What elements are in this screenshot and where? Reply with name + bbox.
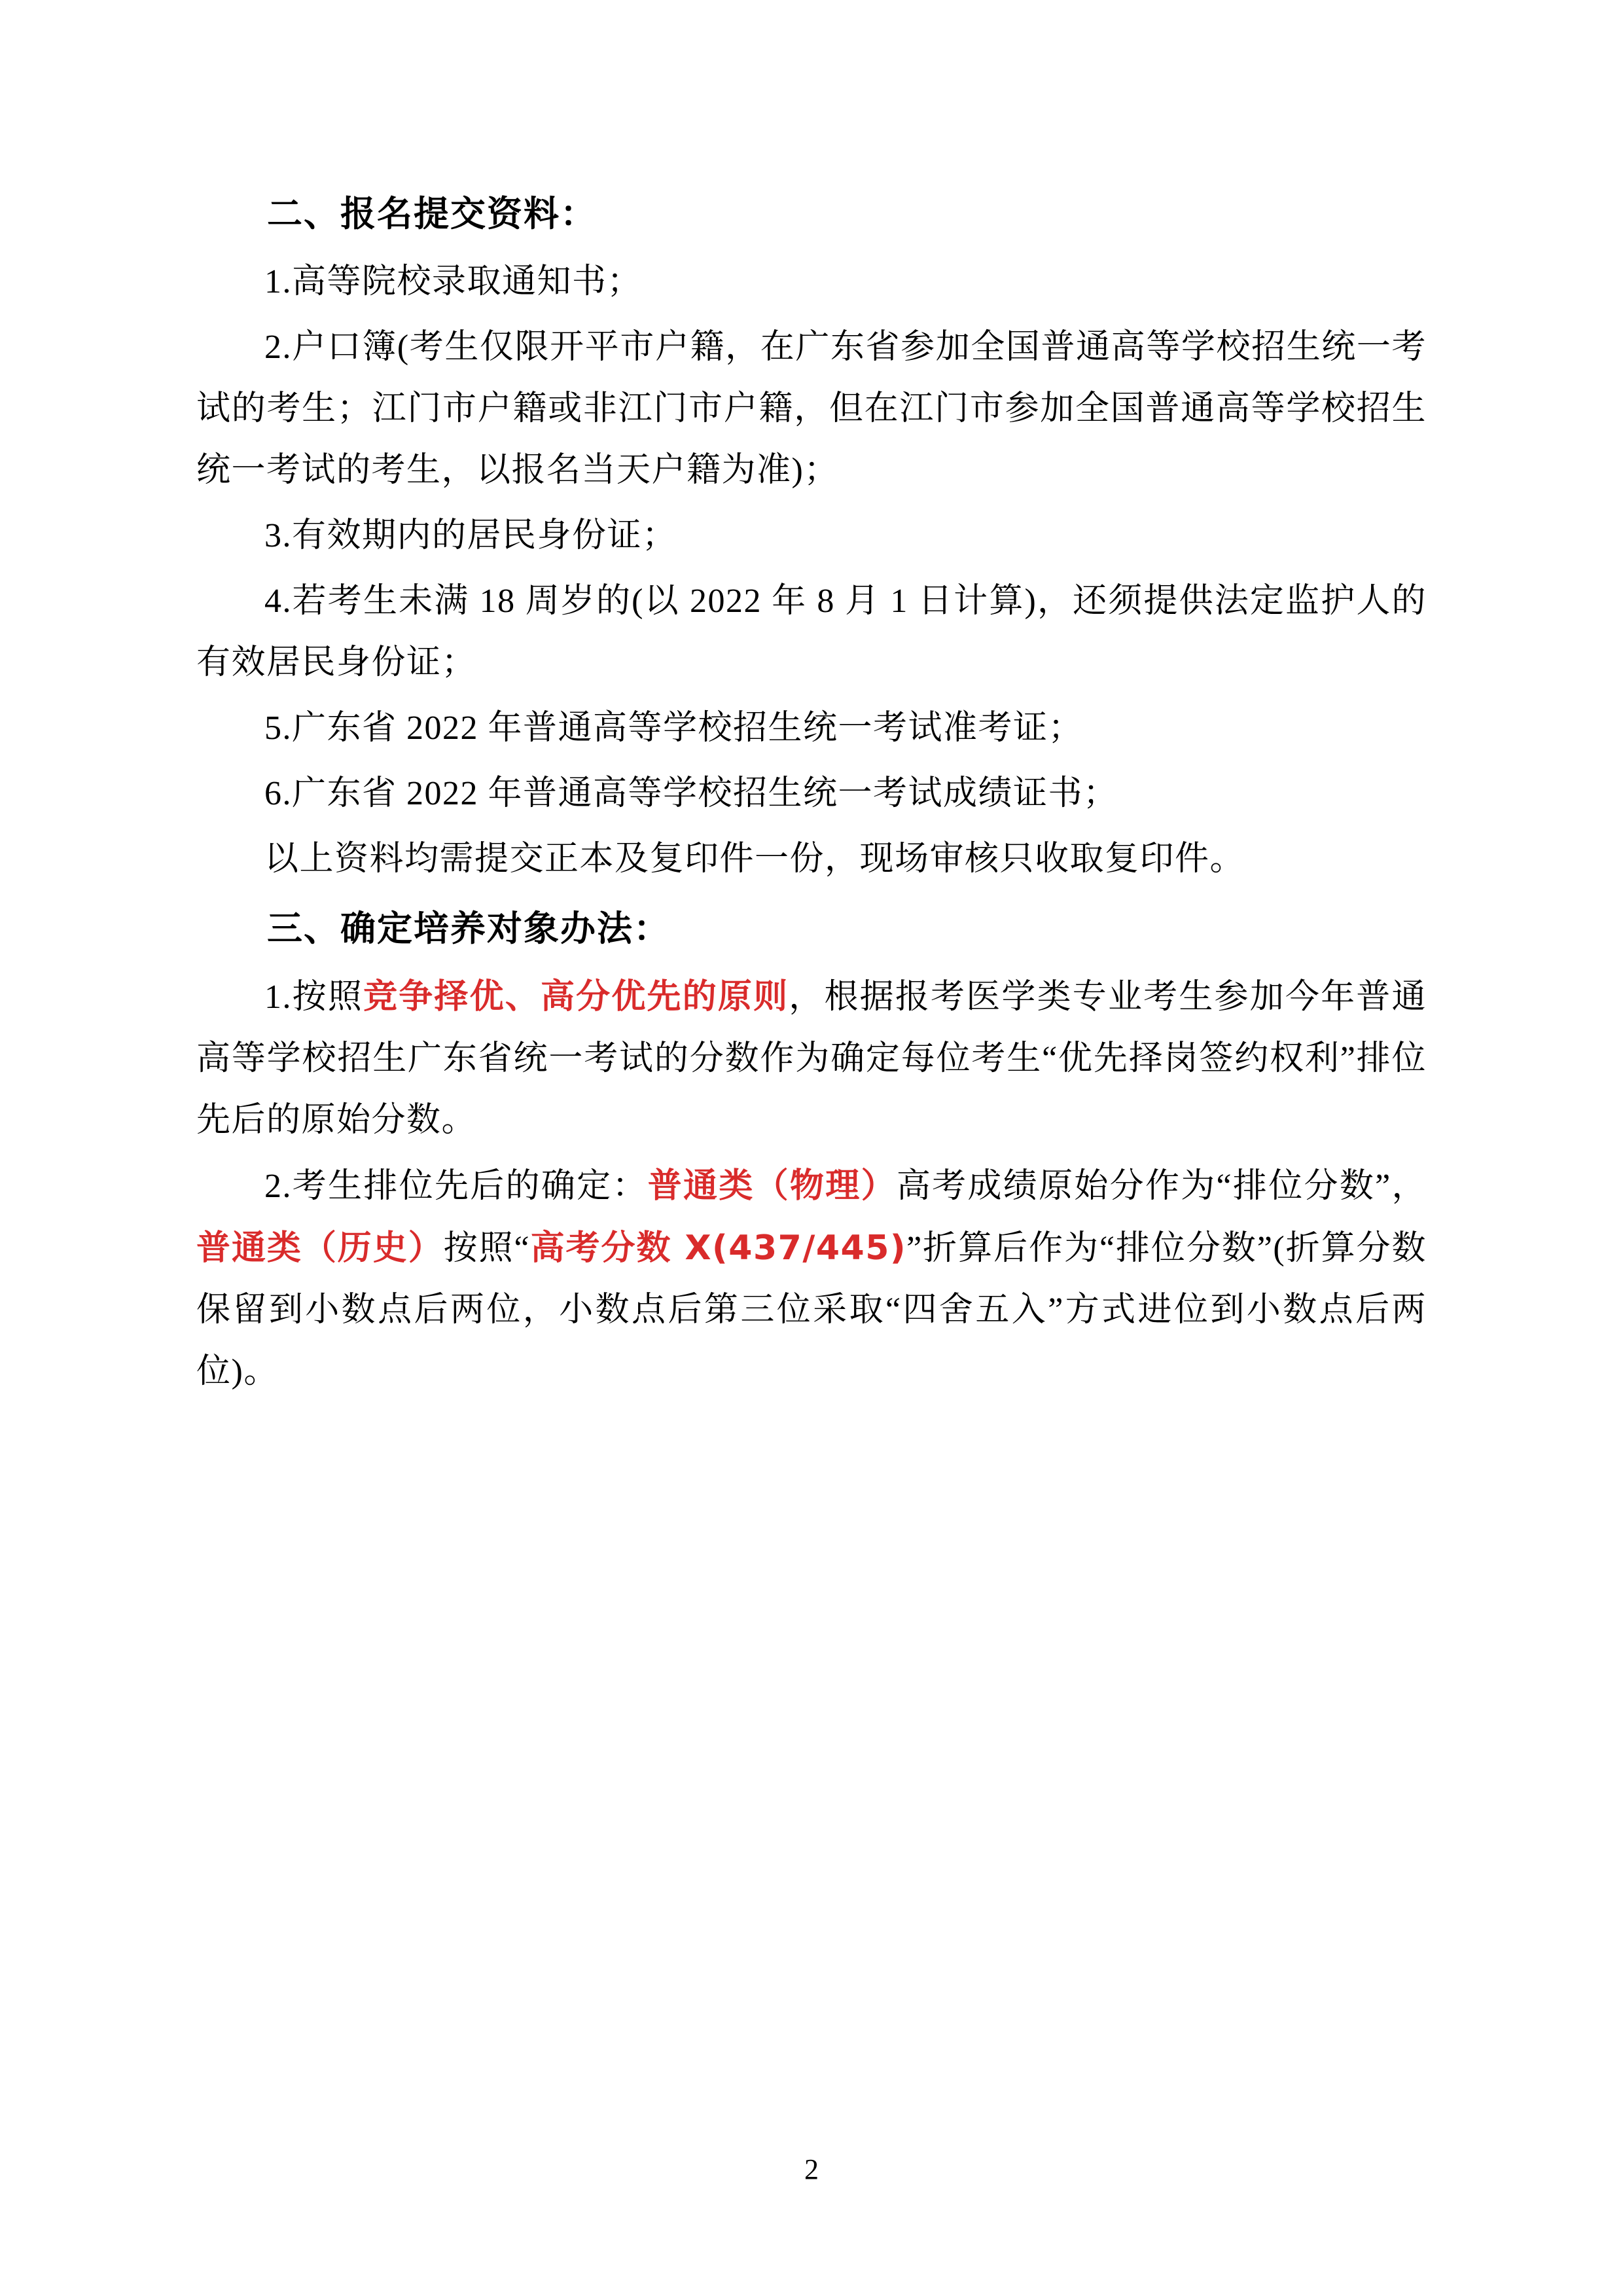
rule-2-rest: ”折算后作为“排位分数”(折算分数保留到小数点后两位，小数点后第三位采取“四舍五入”方式进位到小数点后两位)。 (196, 1230, 1427, 1390)
paragraph-material-1: 1.高等院校录取通知书； (264, 263, 643, 300)
paragraph-material-5: 5.广东省 2022 年普通高等学校招生统一考试准考证； (264, 709, 1084, 747)
rule-1-highlight-principle: 竞争择优、高分优先的原则 (363, 977, 789, 1016)
page-content (196, 193, 1427, 1403)
paragraph-material-6: 6.广东省 2022 年普通高等学校招生统一考试成绩证书； (264, 775, 1118, 812)
paragraph-rule-1 (196, 966, 1427, 1151)
rule-1-rest: ，根据报考医学类专业考生参加今年普通高等学校招生广东省统一考试的分数作为确定每位考生“优先择岗签约权利”排位先后的原始分数。 (196, 978, 1427, 1139)
section-heading-three: 三、确定培养对象办法： (267, 908, 670, 949)
section-heading-two: 二、报名提交资料： (267, 193, 597, 234)
paragraph-material-3: 3.有效期内的居民身份证； (264, 517, 677, 554)
paragraph-material-4: 4.若考生未满 18 周岁的(以 2022 年 8 月 1 日计算)，还须提供法定监护人的有效居民身份证； (196, 583, 1427, 681)
paragraph-rule-2 (196, 1155, 1427, 1403)
page-number: 2 (804, 2153, 819, 2185)
rule-2-mid-1: 高考成绩原始分作为“排位分数”， (896, 1168, 1427, 1205)
rule-1-prefix: 1.按照 (264, 978, 364, 1016)
rule-2-mid-2: 按照“ (443, 1230, 531, 1267)
rule-2-highlight-history: 普通类（历史） (196, 1229, 444, 1268)
paragraph-material-note: 以上资料均需提交正本及复印件一份，现场审核只收取复印件。 (264, 840, 1245, 878)
rule-2-prefix: 2.考生排位先后的确定： (264, 1168, 648, 1205)
paragraph-material-2: 2.户口簿(考生仅限开平市户籍，在广东省参加全国普通高等学校招生统一考试的考生；江门市户籍或非江门市户籍，但在江门市参加全国普通高等学校招生统一考试的考生，以报名当天户籍为准)； (196, 329, 1427, 489)
rule-2-highlight-physics: 普通类（物理） (647, 1166, 897, 1206)
rule-2-highlight-formula: 高考分数 X(437/445) (530, 1229, 907, 1268)
